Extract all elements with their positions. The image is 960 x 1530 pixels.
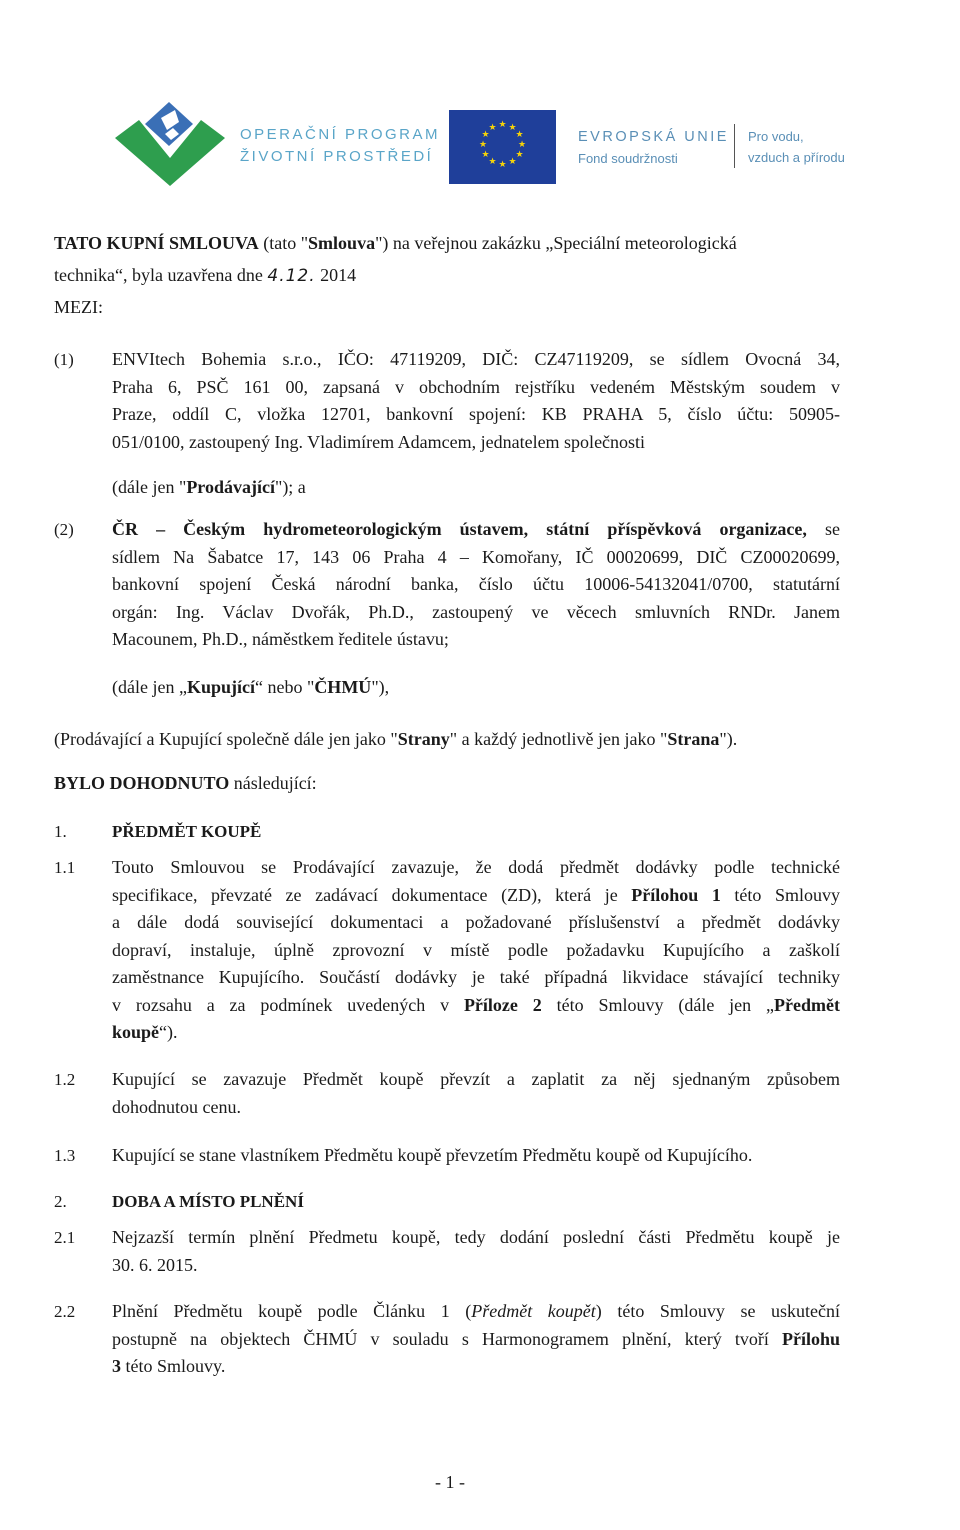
- predmet-term: Předmět: [774, 994, 840, 1015]
- party-1-line: Praze, oddíl C, vložka 12701, bankovní spojení: KB PRAHA 5, číslo účtu: 50905-: [112, 404, 840, 424]
- clause-line: [112, 1353, 840, 1381]
- party-2-definition: [112, 674, 389, 702]
- clause-line: [112, 1298, 840, 1326]
- clause-1-3: Kupující se stane vlastníkem Předmětu koupě převzetím Předmětu koupě od Kupujícího.: [112, 1145, 753, 1165]
- article-ref: Předmět koupět: [471, 1301, 596, 1321]
- clause-line: [112, 992, 840, 1020]
- clause-line: dopraví, instaluje, úplně zprovozní v místě podle požadavku Kupujícího a zaškolí: [112, 939, 840, 960]
- chmu-term: ČHMÚ: [314, 677, 372, 697]
- header-divider: [734, 124, 735, 168]
- koupe-term: koupě: [112, 1022, 160, 1042]
- section-2-number: 2.: [54, 1192, 67, 1211]
- eu-motto: [748, 126, 845, 168]
- section-2-title: DOBA A MÍSTO PLNĚNÍ: [112, 1192, 304, 1211]
- party-2-text: se: [806, 519, 841, 539]
- clause-text: specifikace, převzaté ze zadávací dokumentace (ZD), která je: [112, 884, 632, 905]
- party-2-line: bankovní spojení Česká národní banka, číslo účtu 10006-54132041/0700, statutární: [112, 574, 840, 594]
- clause-2-1-number: 2.1: [54, 1228, 76, 1247]
- strany-definition: [54, 726, 737, 754]
- clause-text: Plnění Předmětu koupě podle Článku 1 (: [112, 1301, 472, 1321]
- definition-text: "); a: [274, 477, 306, 497]
- clause-line: Kupující se zavazuje Předmět koupě převzít a zaplatit za něj sjednaným způsobem: [112, 1069, 840, 1089]
- strana-term: Strana: [667, 729, 720, 749]
- priloha-1-term: Přílohou 1: [631, 884, 721, 905]
- clause-line: Touto Smlouvou se Prodávající zavazuje, že dodá předmět dodávky podle technické: [112, 857, 840, 877]
- svg-text:★: ★: [498, 120, 507, 130]
- clause-line: zaměstnance Kupujícího. Součástí dodávky je také případná likvidace stávající techniky: [112, 967, 840, 987]
- motto-line-2: vzduch a přírodu: [748, 150, 845, 165]
- clause-line: [112, 1019, 840, 1047]
- svg-text:★: ★: [508, 123, 517, 133]
- clause-text: této Smlouvy: [720, 884, 840, 905]
- svg-text:★: ★: [488, 157, 497, 167]
- clause-line: 30. 6. 2015.: [112, 1254, 198, 1275]
- party-2-number: (2): [54, 520, 74, 539]
- section-1-number: 1.: [54, 822, 67, 841]
- definition-text: (dále jen „: [112, 677, 187, 697]
- agreed-line: [54, 770, 317, 798]
- strany-term: Strany: [397, 729, 450, 749]
- op-line-2: ŽIVOTNÍ PROSTŘEDÍ: [240, 148, 434, 165]
- party-1-block: [112, 346, 840, 456]
- clause-text: “).: [159, 1022, 178, 1042]
- svg-text:★: ★: [508, 157, 517, 167]
- priloha-2-term: Příloze 2: [463, 994, 542, 1015]
- kupujici-term: Kupující: [186, 677, 255, 697]
- intro-text: technika“, byla uzavřena dne: [54, 265, 268, 285]
- party-2-line: Macounem, Ph.D., náměstkem ředitele ústavu;: [112, 629, 449, 649]
- intro-line-1: [54, 230, 844, 258]
- party-1-number: (1): [54, 350, 74, 369]
- definition-text: (dále jen ": [112, 477, 187, 497]
- clause-line: Nejzazší termín plnění Předmetu koupě, tedy dodání poslední části Předmětu koupě je: [112, 1227, 840, 1247]
- clause-text: ) této Smlouvy se uskuteční: [595, 1301, 840, 1321]
- eu-fund-title: [578, 126, 729, 170]
- clause-1-1: [112, 854, 840, 1047]
- chmu-name: ČR – Českým hydrometeorologickým ústavem, státní příspěvková organizace,: [112, 519, 807, 539]
- eu-flag-icon: [449, 110, 556, 184]
- agreed-heading: BYLO DOHODNUTO: [54, 773, 230, 793]
- clause-line: [112, 882, 840, 910]
- party-1-line: ENVItech Bohemia s.r.o., IČO: 47119209, DIČ: CZ47119209, se sídlem Ovocná 34,: [112, 349, 840, 369]
- definition-text: ").: [719, 729, 738, 749]
- priloha-3-number: 3: [112, 1356, 121, 1376]
- svg-text:★: ★: [481, 130, 490, 140]
- op-program-title: [240, 124, 440, 168]
- clause-2-2: [112, 1298, 840, 1381]
- section-1-title: PŘEDMĚT KOUPĚ: [112, 822, 262, 841]
- priloha-3-term: Přílohu: [781, 1328, 840, 1349]
- contract-title: TATO KUPNÍ SMLOUVA: [54, 233, 259, 253]
- mezi-label: MEZI:: [54, 297, 103, 317]
- handwritten-date: 4.12.: [267, 266, 316, 286]
- intro-smlouva-term: Smlouva: [308, 233, 376, 253]
- svg-text:★: ★: [515, 130, 524, 140]
- clause-line: a dále dodá související dokumentaci a požadované příslušenství a předmět dodávky: [112, 912, 840, 932]
- eu-line-1: EVROPSKÁ UNIE: [578, 129, 729, 145]
- motto-line-1: Pro vodu,: [748, 129, 804, 144]
- clause-text: této Smlouvy.: [121, 1356, 226, 1376]
- party-1-line: 051/0100, zastoupený Ing. Vladimírem Adamcem, jednatelem společnosti: [112, 431, 646, 452]
- clause-text: postupně na objektech ČHMÚ v souladu s Harmonogramem plnění, který tvoří: [112, 1328, 782, 1349]
- intro-text: (tato ": [258, 233, 309, 253]
- definition-text: “ nebo ": [254, 677, 315, 697]
- svg-text:★: ★: [488, 123, 497, 133]
- intro-text: ") na veřejnou zakázku „Speciální meteorologická: [375, 233, 737, 253]
- svg-text:★: ★: [515, 150, 524, 160]
- party-2-line: orgán: Ing. Václav Dvořák, Ph.D., zastoupený ve věcech smluvních RNDr. Janem: [112, 601, 840, 622]
- clause-line: dohodnutou cenu.: [112, 1096, 241, 1117]
- clause-text: této Smlouvy (dále jen „: [541, 994, 775, 1015]
- svg-text:★: ★: [481, 150, 490, 160]
- definition-text: (Prodávající a Kupující společně dále jen jako ": [54, 729, 398, 749]
- op-zp-logo-icon: [115, 100, 225, 186]
- party-2-line: [112, 516, 840, 544]
- clause-1-2: [112, 1066, 840, 1121]
- page-number: - 1 -: [435, 1472, 465, 1492]
- intro-year: 2014: [315, 265, 357, 285]
- op-line-1: OPERAČNÍ PROGRAM: [240, 126, 441, 143]
- eu-line-2: Fond soudržnosti: [578, 151, 678, 166]
- clause-line: [112, 1326, 840, 1354]
- intro-line-2: [54, 262, 356, 291]
- clause-1-2-number: 1.2: [54, 1070, 76, 1089]
- party-1-line: Praha 6, PSČ 161 00, zapsaná v obchodním rejstříku vedeném Městským soudem v: [112, 376, 840, 397]
- definition-text: " a každý jednotlivě jen jako ": [449, 729, 668, 749]
- clause-1-1-number: 1.1: [54, 858, 76, 877]
- clause-1-3-number: 1.3: [54, 1146, 76, 1165]
- clause-2-2-number: 2.2: [54, 1302, 76, 1321]
- svg-text:★: ★: [478, 140, 488, 150]
- clause-text: v rozsahu a za podmínek uvedených v: [112, 994, 464, 1015]
- party-1-definition: [112, 474, 306, 502]
- party-2-block: [112, 516, 840, 654]
- clause-2-1: [112, 1224, 840, 1279]
- definition-text: "),: [371, 677, 390, 697]
- prodavajici-term: Prodávající: [186, 477, 275, 497]
- party-2-line: sídlem Na Šabatce 17, 143 06 Praha 4 – Komořany, IČ 00020699, DIČ CZ00020699,: [112, 546, 840, 567]
- svg-text:★: ★: [498, 160, 507, 170]
- svg-text:★: ★: [517, 140, 527, 150]
- agreed-text: následující:: [229, 773, 317, 793]
